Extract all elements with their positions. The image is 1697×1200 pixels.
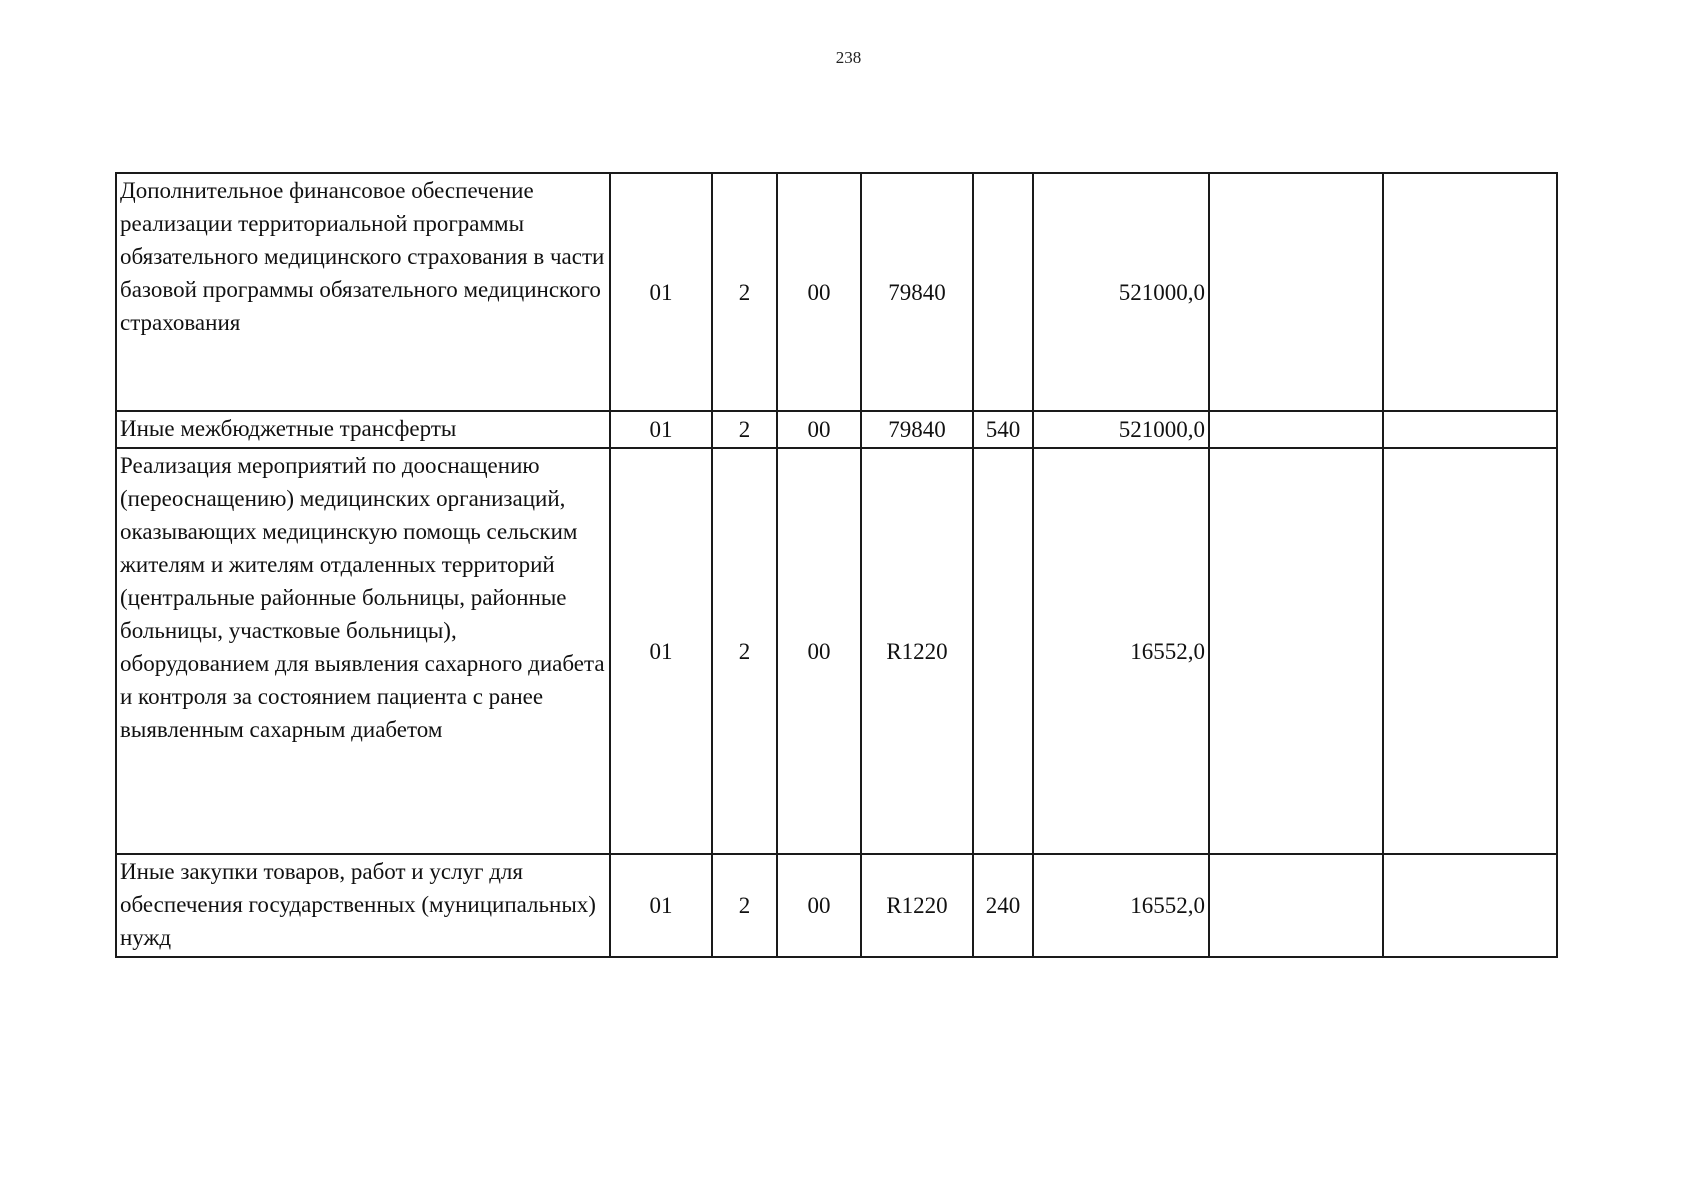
subprogram-code: 00 bbox=[777, 173, 861, 411]
direction-code: 79840 bbox=[861, 173, 973, 411]
expense-type-code bbox=[973, 448, 1033, 854]
direction-code: 79840 bbox=[861, 411, 973, 448]
program-code: 2 bbox=[712, 448, 777, 854]
expense-type-code: 540 bbox=[973, 411, 1033, 448]
amount-cell: 521000,0 bbox=[1033, 411, 1209, 448]
direction-code: R1220 bbox=[861, 854, 973, 957]
amount-cell: 16552,0 bbox=[1033, 854, 1209, 957]
table-row bbox=[116, 411, 1557, 448]
empty-cell bbox=[1383, 448, 1557, 854]
empty-cell bbox=[1209, 173, 1383, 411]
expense-type-code: 240 bbox=[973, 854, 1033, 957]
row-description: Реализация мероприятий по дооснащению (переоснащению) медицинских организаций, оказывающих медицинскую помощь сельским жителям и жителям отдаленных территорий (центральные районные больницы, районные больницы, участковые больницы), оборудованием для выявления сахарного диабета и контроля за состоянием пациента с ранее выявленным сахарным диабетом bbox=[116, 448, 610, 854]
subprogram-code: 00 bbox=[777, 854, 861, 957]
row-description: Иные закупки товаров, работ и услуг для обеспечения государственных (муниципальных) нужд bbox=[116, 854, 610, 957]
page-number: 238 bbox=[835, 48, 862, 67]
section-code: 01 bbox=[610, 854, 712, 957]
program-code: 2 bbox=[712, 411, 777, 448]
amount-cell: 521000,0 bbox=[1033, 173, 1209, 411]
empty-cell bbox=[1209, 854, 1383, 957]
empty-cell bbox=[1383, 411, 1557, 448]
expense-type-code bbox=[973, 173, 1033, 411]
section-code: 01 bbox=[610, 448, 712, 854]
program-code: 2 bbox=[712, 173, 777, 411]
section-code: 01 bbox=[610, 173, 712, 411]
row-description: Иные межбюджетные трансферты bbox=[116, 411, 610, 448]
empty-cell bbox=[1209, 411, 1383, 448]
direction-code: R1220 bbox=[861, 448, 973, 854]
empty-cell bbox=[1383, 173, 1557, 411]
subprogram-code: 00 bbox=[777, 448, 861, 854]
row-description: Дополнительное финансовое обеспечение реализации территориальной программы обязательного медицинского страхования в части базовой программы обязательного медицинского страхования bbox=[116, 173, 610, 411]
table-row bbox=[116, 854, 1557, 957]
budget-table bbox=[115, 172, 1558, 958]
table-row bbox=[116, 448, 1557, 854]
section-code: 01 bbox=[610, 411, 712, 448]
amount-cell: 16552,0 bbox=[1033, 448, 1209, 854]
empty-cell bbox=[1383, 854, 1557, 957]
program-code: 2 bbox=[712, 854, 777, 957]
empty-cell bbox=[1209, 448, 1383, 854]
table-row bbox=[116, 173, 1557, 411]
subprogram-code: 00 bbox=[777, 411, 861, 448]
